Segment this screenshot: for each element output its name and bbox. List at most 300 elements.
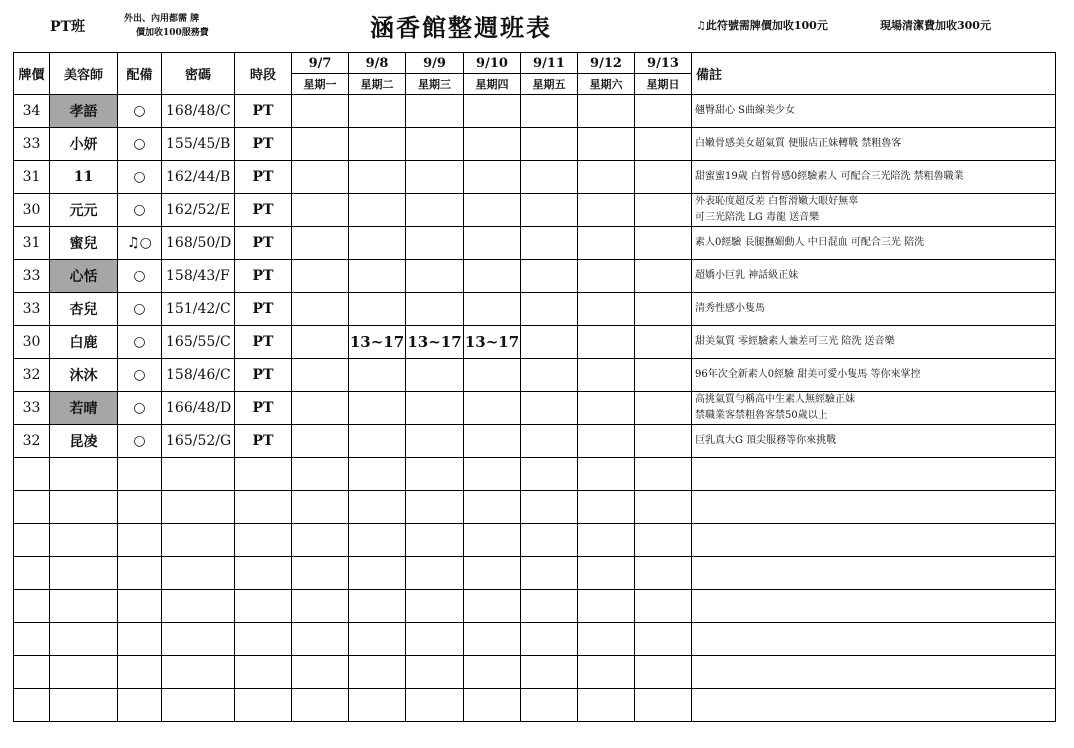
remarks-cell [692,392,1056,425]
code-cell: 162/44/B [162,161,235,194]
shift-cell [521,227,578,260]
day-weekday: 星期五 [521,74,578,95]
equip-cell: ♫○ [118,227,162,260]
shift-cell [521,359,578,392]
empty-cell [349,458,406,491]
service-fee-note-line2: 價加收100服務費 [136,28,209,38]
empty-cell [578,689,635,722]
time-slot-cell: PT [235,392,292,425]
shift-cell [578,227,635,260]
stylist-name: 沐沐 [50,359,118,392]
shift-cell [406,260,464,293]
shift-cell [349,128,406,161]
empty-cell [50,656,118,689]
empty-cell [292,458,349,491]
empty-cell [235,623,292,656]
shift-cell [292,260,349,293]
shift-cell [406,161,464,194]
empty-cell [14,689,50,722]
empty-cell [464,689,521,722]
time-slot-cell: PT [235,128,292,161]
day-date: 9/8 [349,53,406,74]
empty-cell [349,491,406,524]
stylist-name: 孝語 [50,95,118,128]
table-row [14,293,1056,326]
empty-cell [635,557,692,590]
empty-cell [162,458,235,491]
table-row [14,359,1056,392]
remarks-cell [692,293,1056,326]
empty-row [14,524,1056,557]
equip-cell: ○ [118,359,162,392]
price-cell: 34 [14,95,50,128]
empty-cell [292,656,349,689]
time-slot-cell: PT [235,95,292,128]
empty-cell [50,458,118,491]
empty-cell [692,689,1056,722]
shift-cell [635,326,692,359]
empty-cell [521,656,578,689]
service-fee-note-line1: 外出、內用都需 牌 [124,14,200,24]
shift-cell [292,227,349,260]
empty-cell [406,590,464,623]
shift-cell [521,161,578,194]
remarks-line: 素人0經驗 長腿撫媚動人 中日混血 可配合三光 陪洗 [695,237,925,248]
empty-cell [521,590,578,623]
shift-cell [349,392,406,425]
equip-cell: ○ [118,194,162,227]
shift-cell [292,392,349,425]
empty-cell [118,689,162,722]
empty-row [14,656,1056,689]
shift-cell [406,194,464,227]
remarks-line: 高挑氣質勻稱高中生素人無經驗正妹 [695,394,855,405]
table-row [14,194,1056,227]
weekly-schedule-table [13,52,1056,722]
code-cell: 168/50/D [162,227,235,260]
shift-cell [635,260,692,293]
shift-cell [292,95,349,128]
equip-cell: ○ [118,392,162,425]
stylist-name: 昆凌 [50,425,118,458]
shift-cell [521,128,578,161]
empty-cell [521,623,578,656]
empty-cell [578,623,635,656]
empty-cell [162,689,235,722]
equip-cell: ○ [118,293,162,326]
empty-cell [292,689,349,722]
shift-cell [578,260,635,293]
empty-cell [692,557,1056,590]
empty-cell [635,623,692,656]
empty-cell [692,590,1056,623]
day-date: 9/11 [521,53,578,74]
empty-cell [635,590,692,623]
shift-cell [349,260,406,293]
empty-cell [14,458,50,491]
shift-cell [349,293,406,326]
shift-cell [578,293,635,326]
stylist-name: 杏兒 [50,293,118,326]
empty-cell [349,623,406,656]
empty-cell [235,590,292,623]
shift-cell [464,227,521,260]
table-row [14,128,1056,161]
empty-cell [578,557,635,590]
shift-cell [578,392,635,425]
empty-cell [521,491,578,524]
empty-cell [692,656,1056,689]
empty-cell [50,524,118,557]
shift-cell [521,425,578,458]
shift-cell [349,161,406,194]
remarks-line: 白嫩骨感美女超氣質 便服店正妹轉戰 禁粗魯客 [695,138,902,149]
empty-cell [118,458,162,491]
table-row [14,392,1056,425]
empty-cell [349,656,406,689]
empty-cell [635,458,692,491]
shift-cell [349,425,406,458]
time-slot-cell: PT [235,161,292,194]
empty-cell [118,491,162,524]
shift-cell [578,326,635,359]
empty-cell [50,557,118,590]
code-cell: 165/55/C [162,326,235,359]
shift-cell [292,161,349,194]
price-cell: 33 [14,293,50,326]
time-slot-cell: PT [235,359,292,392]
time-slot-cell: PT [235,326,292,359]
shift-cell [349,194,406,227]
day-date: 9/10 [464,53,521,74]
shift-cell [406,359,464,392]
empty-cell [292,590,349,623]
empty-row [14,623,1056,656]
equip-cell: ○ [118,95,162,128]
shift-cell [464,260,521,293]
empty-cell [14,623,50,656]
shift-cell [292,359,349,392]
remarks-line: 清秀性感小隻馬 [695,303,765,314]
remarks-line: 可三光陪洗 LG 毒龍 送音樂 [695,212,820,223]
shift-cell [464,392,521,425]
empty-cell [14,590,50,623]
day-weekday: 星期三 [406,74,464,95]
day-weekday: 星期日 [635,74,692,95]
empty-cell [118,524,162,557]
empty-cell [292,491,349,524]
remarks-cell [692,425,1056,458]
empty-cell [14,524,50,557]
shift-cell [464,128,521,161]
remarks-line: 甜蜜蜜19歲 白皙骨感0經驗素人 可配合三光陪洗 禁粗魯職業 [695,171,964,182]
table-row [14,227,1056,260]
remarks-line: 外表恥度超反差 白皙滑嫩大眼好無辜 [695,196,859,207]
empty-cell [464,557,521,590]
shift-cell [635,359,692,392]
column-header-remarks: 備註 [692,53,1056,95]
shift-cell [292,293,349,326]
code-cell: 158/43/F [162,260,235,293]
schedule-body [14,95,1056,722]
price-cell: 32 [14,425,50,458]
empty-cell [578,491,635,524]
empty-cell [406,656,464,689]
empty-cell [235,458,292,491]
day-weekday: 星期二 [349,74,406,95]
price-cell: 31 [14,161,50,194]
shift-cell [578,194,635,227]
symbol-surcharge-note: ♫此符號需牌價加收100元 [696,19,828,32]
page-title: 涵香館整週班表 [370,13,552,42]
shift-cell [406,128,464,161]
table-row [14,95,1056,128]
empty-cell [406,557,464,590]
empty-cell [635,656,692,689]
empty-cell [692,491,1056,524]
shift-cell [578,161,635,194]
equip-cell: ○ [118,425,162,458]
code-cell: 151/42/C [162,293,235,326]
empty-cell [406,491,464,524]
price-cell: 30 [14,326,50,359]
remarks-cell [692,128,1056,161]
price-cell: 33 [14,128,50,161]
day-date: 9/7 [292,53,349,74]
remarks-cell [692,260,1056,293]
equip-cell: ○ [118,161,162,194]
day-weekday: 星期一 [292,74,349,95]
empty-cell [349,557,406,590]
remarks-line: 96年次全新素人0經驗 甜美可愛小隻馬 等你來掌控 [695,369,921,380]
shift-cell [635,392,692,425]
stylist-name: 蜜兒 [50,227,118,260]
equip-cell: ○ [118,128,162,161]
empty-cell [162,491,235,524]
stylist-name: 白鹿 [50,326,118,359]
shift-cell [464,161,521,194]
price-cell: 32 [14,359,50,392]
code-cell: 158/46/C [162,359,235,392]
remarks-cell [692,359,1056,392]
day-date: 9/13 [635,53,692,74]
code-cell: 166/48/D [162,392,235,425]
empty-cell [464,491,521,524]
empty-cell [406,458,464,491]
empty-cell [50,689,118,722]
empty-cell [235,656,292,689]
empty-cell [521,689,578,722]
remarks-line: 禁職業客禁粗魯客禁50歲以上 [695,410,828,421]
remarks-line: 超嬌小巨乳 神話級正妹 [695,270,799,281]
empty-cell [521,557,578,590]
empty-cell [162,656,235,689]
column-header-equip: 配備 [118,53,162,95]
shift-cell [464,95,521,128]
empty-cell [406,689,464,722]
time-slot-cell: PT [235,425,292,458]
column-header-price: 牌價 [14,53,50,95]
shift-cell [578,95,635,128]
shift-cell [635,161,692,194]
day-date: 9/9 [406,53,464,74]
shift-cell [521,293,578,326]
empty-cell [578,656,635,689]
empty-cell [521,458,578,491]
empty-cell [50,491,118,524]
code-cell: 155/45/B [162,128,235,161]
table-row [14,425,1056,458]
empty-cell [635,491,692,524]
empty-cell [635,524,692,557]
shift-cell [635,293,692,326]
shift-cell [464,194,521,227]
stylist-name: 若晴 [50,392,118,425]
empty-cell [521,524,578,557]
shift-cell [349,95,406,128]
shift-cell [349,227,406,260]
empty-cell [464,458,521,491]
column-header-name: 美容師 [50,53,118,95]
table-row [14,161,1056,194]
shift-cell [635,95,692,128]
empty-cell [14,557,50,590]
shift-cell [635,227,692,260]
empty-cell [118,557,162,590]
empty-cell [464,623,521,656]
stylist-name: 心恬 [50,260,118,293]
column-header-slot: 時段 [235,53,292,95]
day-weekday: 星期四 [464,74,521,95]
empty-cell [692,623,1056,656]
empty-cell [349,524,406,557]
empty-cell [292,623,349,656]
empty-cell [162,623,235,656]
empty-cell [578,590,635,623]
shift-cell [521,95,578,128]
empty-cell [578,458,635,491]
price-cell: 33 [14,392,50,425]
shift-cell [635,128,692,161]
shift-cell [521,392,578,425]
shift-cell [406,95,464,128]
empty-cell [292,524,349,557]
empty-cell [162,590,235,623]
shift-cell [292,425,349,458]
empty-cell [50,623,118,656]
cleaning-fee-note: 現場清潔費加收300元 [880,19,991,32]
empty-row [14,689,1056,722]
shift-cell [292,128,349,161]
empty-row [14,590,1056,623]
empty-cell [406,623,464,656]
shift-cell [292,194,349,227]
shift-cell [464,425,521,458]
empty-cell [692,458,1056,491]
remarks-cell [692,194,1056,227]
time-slot-cell: PT [235,194,292,227]
shift-cell [578,425,635,458]
empty-cell [464,656,521,689]
time-slot-cell: PT [235,227,292,260]
shift-cell [578,128,635,161]
empty-cell [235,689,292,722]
empty-cell [692,524,1056,557]
shift-cell [578,359,635,392]
shift-cell [521,260,578,293]
empty-cell [292,557,349,590]
shift-cell [406,425,464,458]
empty-row [14,491,1056,524]
empty-cell [406,524,464,557]
remarks-line: 翹臀甜心 S曲線美少女 [695,105,796,116]
shift-cell: 13~17 [464,326,521,359]
empty-cell [578,524,635,557]
empty-cell [464,590,521,623]
stylist-name: 11 [50,161,118,194]
empty-cell [14,491,50,524]
price-cell: 33 [14,260,50,293]
code-cell: 162/52/E [162,194,235,227]
time-slot-cell: PT [235,260,292,293]
remarks-cell [692,95,1056,128]
shift-cell: 13~17 [406,326,464,359]
equip-cell: ○ [118,260,162,293]
empty-cell [118,656,162,689]
day-weekday: 星期六 [578,74,635,95]
remarks-line: 甜美氣質 零經驗素人兼差可三光 陪洗 送音樂 [695,336,895,347]
shift-cell [292,326,349,359]
table-row [14,260,1056,293]
empty-row [14,458,1056,491]
shift-cell [406,392,464,425]
empty-row [14,557,1056,590]
day-date: 9/12 [578,53,635,74]
stylist-name: 小妍 [50,128,118,161]
remarks-cell [692,161,1056,194]
empty-cell [464,524,521,557]
code-cell: 165/52/G [162,425,235,458]
equip-cell: ○ [118,326,162,359]
remarks-cell [692,227,1056,260]
shift-cell [349,359,406,392]
empty-cell [118,623,162,656]
empty-cell [235,524,292,557]
empty-cell [635,689,692,722]
empty-cell [162,524,235,557]
empty-cell [235,557,292,590]
shift-cell [464,293,521,326]
shift-cell [521,194,578,227]
empty-cell [14,656,50,689]
remarks-cell [692,326,1056,359]
code-cell: 168/48/C [162,95,235,128]
empty-cell [349,590,406,623]
time-slot-cell: PT [235,293,292,326]
shift-cell [521,326,578,359]
empty-cell [50,590,118,623]
stylist-name: 元元 [50,194,118,227]
shift-cell [406,227,464,260]
shift-cell [406,293,464,326]
empty-cell [235,491,292,524]
empty-cell [349,689,406,722]
column-header-code: 密碼 [162,53,235,95]
shift-cell: 13~17 [349,326,406,359]
price-cell: 31 [14,227,50,260]
shift-cell [635,425,692,458]
shift-cell [635,194,692,227]
